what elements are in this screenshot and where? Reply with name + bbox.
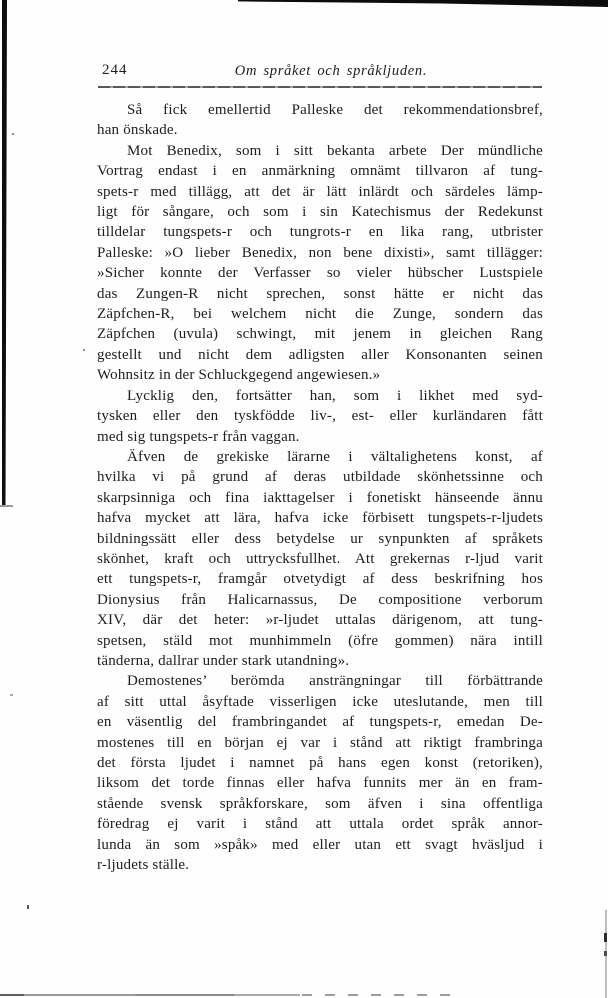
text-line: en väsentlig del frambringandet af tungspets-r, emedan De- [97,714,543,731]
scan-speck [10,694,13,696]
running-header [97,62,543,80]
paragraph [97,671,543,875]
running-title: Om språket och språkljuden. [234,63,428,79]
text-line: mostenes till en början ej var i stånd att riktigt frambringa [97,734,543,751]
text-line: r-ljudets ställe. [97,857,190,874]
text-line: ett tungspets-r, framgår otvetydigt af dess beskrifning hos [97,571,543,588]
text-line: bildningssätt eller dess betydelse ur synpunkten af språkets [97,530,543,547]
text-line: föredrag ej varit i stånd att uttala ordet språk annor- [97,816,543,833]
scan-edge-bottom-line [0,994,300,996]
text-line: tilldelar tungspets-r och tungrots-r en lika rang, utbrister [97,224,543,241]
text-line: XIV, där det heter: »r-ljudet uttalas därigenom, att tung- [97,612,543,629]
text-line: liksom det torde finnas eller hafva funnits mer än en fram- [97,775,543,792]
paragraph [97,100,543,141]
scan-edge-left-tick [0,505,13,507]
text-line: gestellt und nicht dem adligsten aller Konsonanten seinen [97,346,543,363]
text-line: tänderna, dallrar under stark utandning». [97,652,350,669]
text-line: skönhet, kraft och uttrycksfullhet. Att grekernas r-ljud varit [97,550,543,567]
text-line: Lycklig den, fortsätter han, som i likhet med syd- [127,387,543,404]
scan-edge-right-dash [604,951,607,956]
text-line: hafva mycket att lära, hafva icke förbisett tungspets-r-ljudets [97,510,543,527]
scan-edge-right-dash [604,933,607,942]
paragraph [97,141,543,386]
text-line: af sitt uttal åsyftade visserligen icke uteslutande, men till [97,693,543,710]
text-line: spetsen, stäld mot munhimmeln (öfre gommen) nära intill [97,632,543,649]
text-line: Vortrag endast i en anmärkning omnämt tillvaron af tung- [97,163,543,180]
text-line: ligt för sångare, och som i sin Katechismus der Redekunst [97,204,543,221]
scan-speck [12,133,14,135]
text-line: Dionysius från Halicarnassus, De compositione verborum [97,591,543,608]
text-line: han önskade. [97,122,178,139]
text-line: med sig tungspets-r från vaggan. [97,428,300,445]
text-line: Demostenes’ berömda ansträngningar till förbättrande [127,673,543,690]
text-line: lunda än som »spåk» med eller utan ett svagt hväsljud i [97,836,543,853]
scan-speck [83,349,85,351]
text-line: »Sicher konnte der Verfasser so vieler hübscher Lustspiele [97,265,543,282]
page-number: 244 [102,62,128,78]
text-line: det första ljudet i namnet på hans egen konst (retoriken), [97,755,543,771]
text-line: Wohnsitz in der Schluckgegend angewiesen.» [97,367,381,384]
text-line: Zäpfchen (uvula) schwingt, mit jenem in gleichen Rang [97,326,543,343]
text-line: hvilka vi på grund af deras utbildade skönhetssinne och [97,469,543,486]
text-line: spets-r med tillägg, att det är lätt inlärdt och särdeles lämp- [97,183,543,200]
header-rule [98,86,542,88]
text-line: Palleske: »O lieber Benedix, non bene dixisti», samt tillägger: [97,244,543,261]
text-line: skarpsinniga och fina iakttagelser i fonetiskt hänseende ännu [97,489,543,506]
text-line: tysken eller den tyskfödde liv-, est- eller kurländaren fått [97,408,543,425]
text-line: Mot Benedix, som i sitt bekanta arbete Der mündliche [127,142,543,159]
text-block [97,100,543,875]
scan-speck [27,905,29,909]
text-line: das Zungen-R nicht sprechen, sonst hätte er nicht das [97,285,543,302]
paragraph [97,447,543,671]
scan-edge-left-line [2,0,7,506]
text-line: Så fick emellertid Palleske det rekommendationsbref, [127,102,543,118]
paragraph [97,386,543,447]
text-line: Äfven de grekiske lärarne i vältalighetens konst, af [127,448,543,465]
scan-edge-bottom-dashes [302,994,462,996]
scan-edge-top-line [238,0,608,7]
text-line: Zäpfchen-R, bei welchem nicht die Zunge, sondern das [97,306,543,323]
text-line: stående svensk språkforskare, som äfven i sina offentliga [97,795,543,812]
